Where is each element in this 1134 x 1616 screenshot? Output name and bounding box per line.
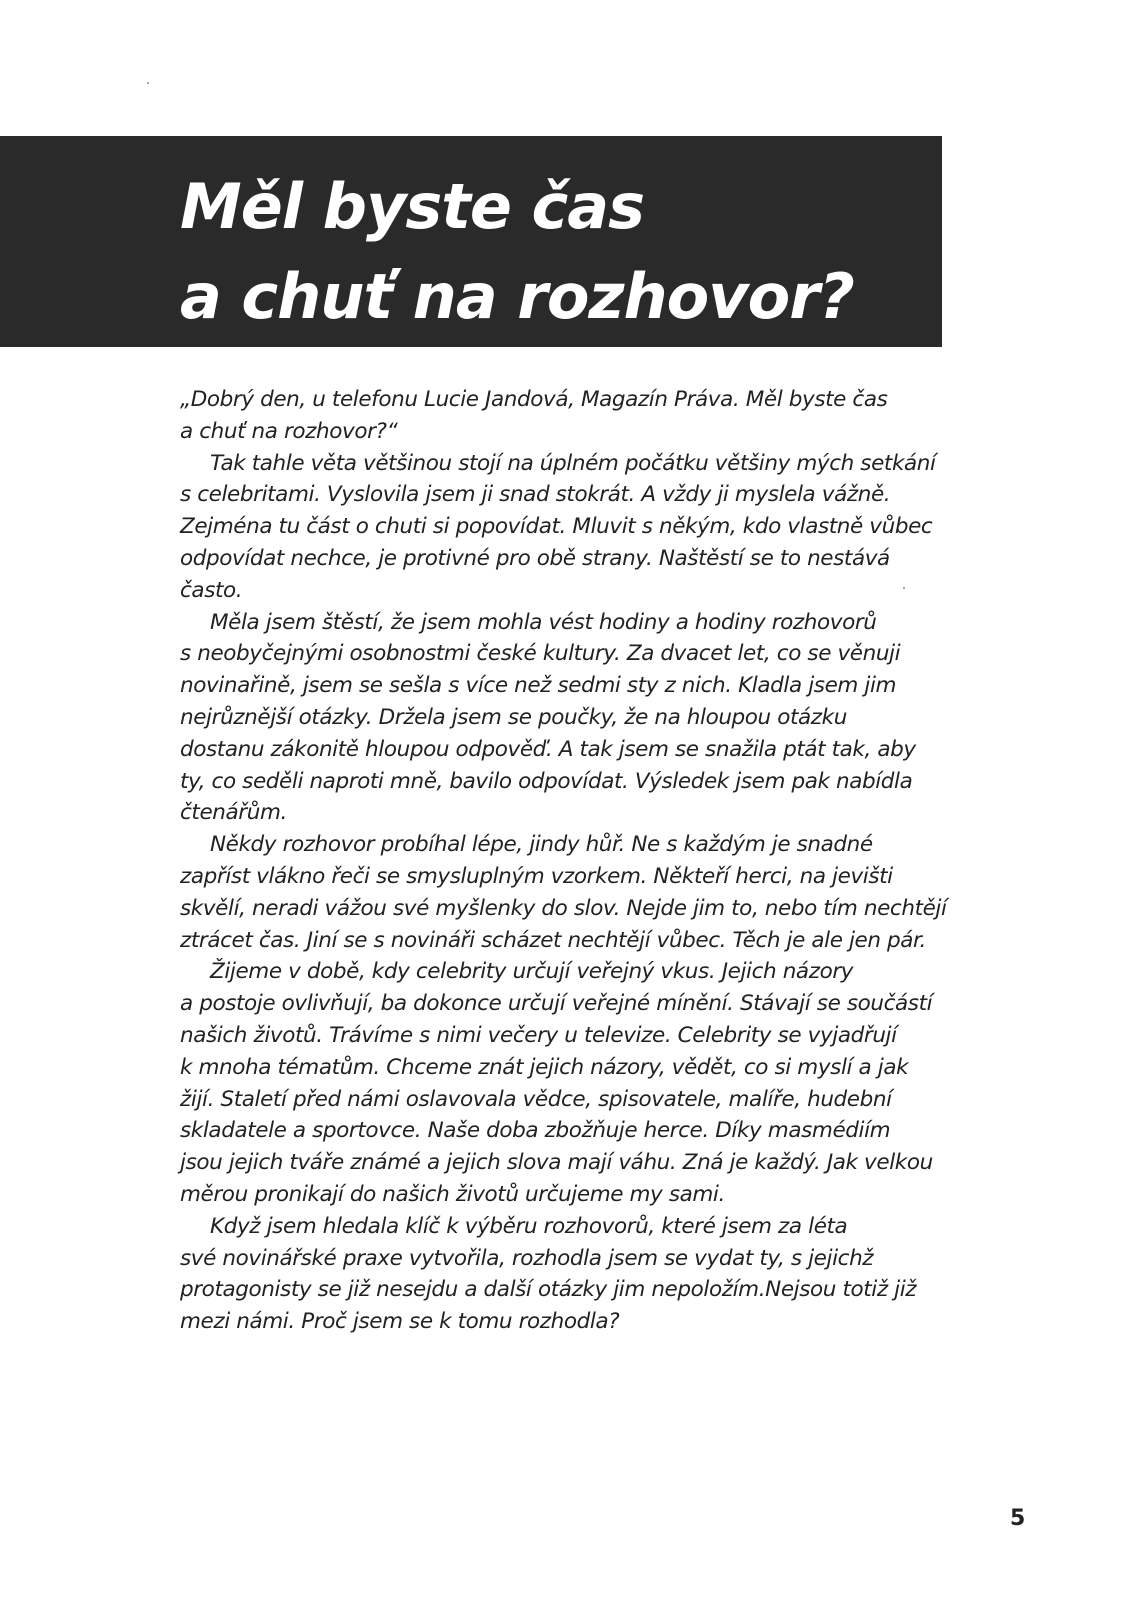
text-line: mezi námi. Proč jsem se k tomu rozhodla? [180,1309,620,1335]
text-line: ztrácet čas. Jiní se s novináři scházet nechtějí vůbec. Těch je ale jen pár. [180,927,926,953]
text-line: našich životů. Trávíme s nimi večery u televize. Celebrity se vyjadřují [180,1022,897,1048]
text-line: Měla jsem štěstí, že jsem mohla vést hodiny a hodiny rozhovorů [210,609,877,635]
chapter-title-line: Měl byste čas [180,170,645,243]
text-line: čtenářům. [180,800,287,826]
scan-speck [903,587,905,589]
text-line: skvělí, neradi vážou své myšlenky do slov. Nejde jim to, nebo tím nechtějí [180,895,947,921]
text-line: Žijeme v době, kdy celebrity určují veřejný vkus. Jejich názory [210,959,854,985]
text-line: Když jsem hledala klíč k výběru rozhovorů, které jsem za léta [210,1213,848,1239]
text-line: odpovídat nechce, je protivné pro obě strany. Naštěstí se to nestává [180,545,890,571]
text-line: Někdy rozhovor probíhal lépe, jindy hůř. Ne s každým je snadné [210,832,873,858]
text-line: ty, co seděli naproti mně, bavilo odpovídat. Výsledek jsem pak nabídla [180,768,913,794]
text-line: a postoje ovlivňují, ba dokonce určují veřejné mínění. Stávají se součástí [180,991,933,1017]
text-line: novinařině, jsem se sešla s více než sedmi sty z nich. Kladla jsem jim [180,673,897,699]
text-line: své novinářské praxe vytvořila, rozhodla jsem se vydat ty, s jejichž [180,1245,874,1271]
body-text [180,384,980,1338]
text-line: protagonisty se již nesejdu a další otázky jim nepoložím.Nejsou totiž již [180,1277,917,1303]
text-line: nejrůznější otázky. Držela jsem se poučky, že na hloupou otázku [180,704,847,730]
text-line: často. [180,577,243,603]
chapter-title-line: a chuť na rozhovor? [180,260,854,333]
text-line: a chuť na rozhovor?“ [180,418,398,444]
scan-speck [147,82,149,84]
text-line: jsou jejich tváře známé a jejich slova mají váhu. Zná je každý. Jak velkou [180,1150,933,1176]
chapter-title [180,162,854,342]
text-line: žijí. Staletí před námi oslavovala vědce, spisovatele, malíře, hudební [180,1086,892,1112]
page-number: 5 [1010,1506,1026,1531]
text-line: dostanu zákonitě hloupou odpověď. A tak jsem se snažila ptát tak, aby [180,736,916,762]
text-line: s neobyčejnými osobnostmi české kultury. Za dvacet let, co se věnuji [180,641,901,667]
text-line: Zejména tu část o chuti si popovídat. Mluvit s někým, kdo vlastně vůbec [180,514,933,540]
text-line: zapříst vlákno řeči se smysluplným vzorkem. Někteří herci, na jevišti [180,863,893,889]
text-line: „Dobrý den, u telefonu Lucie Jandová, Magazín Práva. Měl byste čas [180,387,888,412]
text-line: s celebritami. Vyslovila jsem ji snad stokrát. A vždy ji myslela vážně. [180,482,891,508]
text-line: k mnoha tématům. Chceme znát jejich názory, vědět, co si myslí a jak [180,1054,909,1080]
text-line: Tak tahle věta většinou stojí na úplném počátku většiny mých setkání [210,450,936,476]
text-line: měrou pronikají do našich životů určujeme my sami. [180,1181,725,1207]
text-line: skladatele a sportovce. Naše doba zbožňuje herce. Díky masmédiím [180,1118,891,1144]
